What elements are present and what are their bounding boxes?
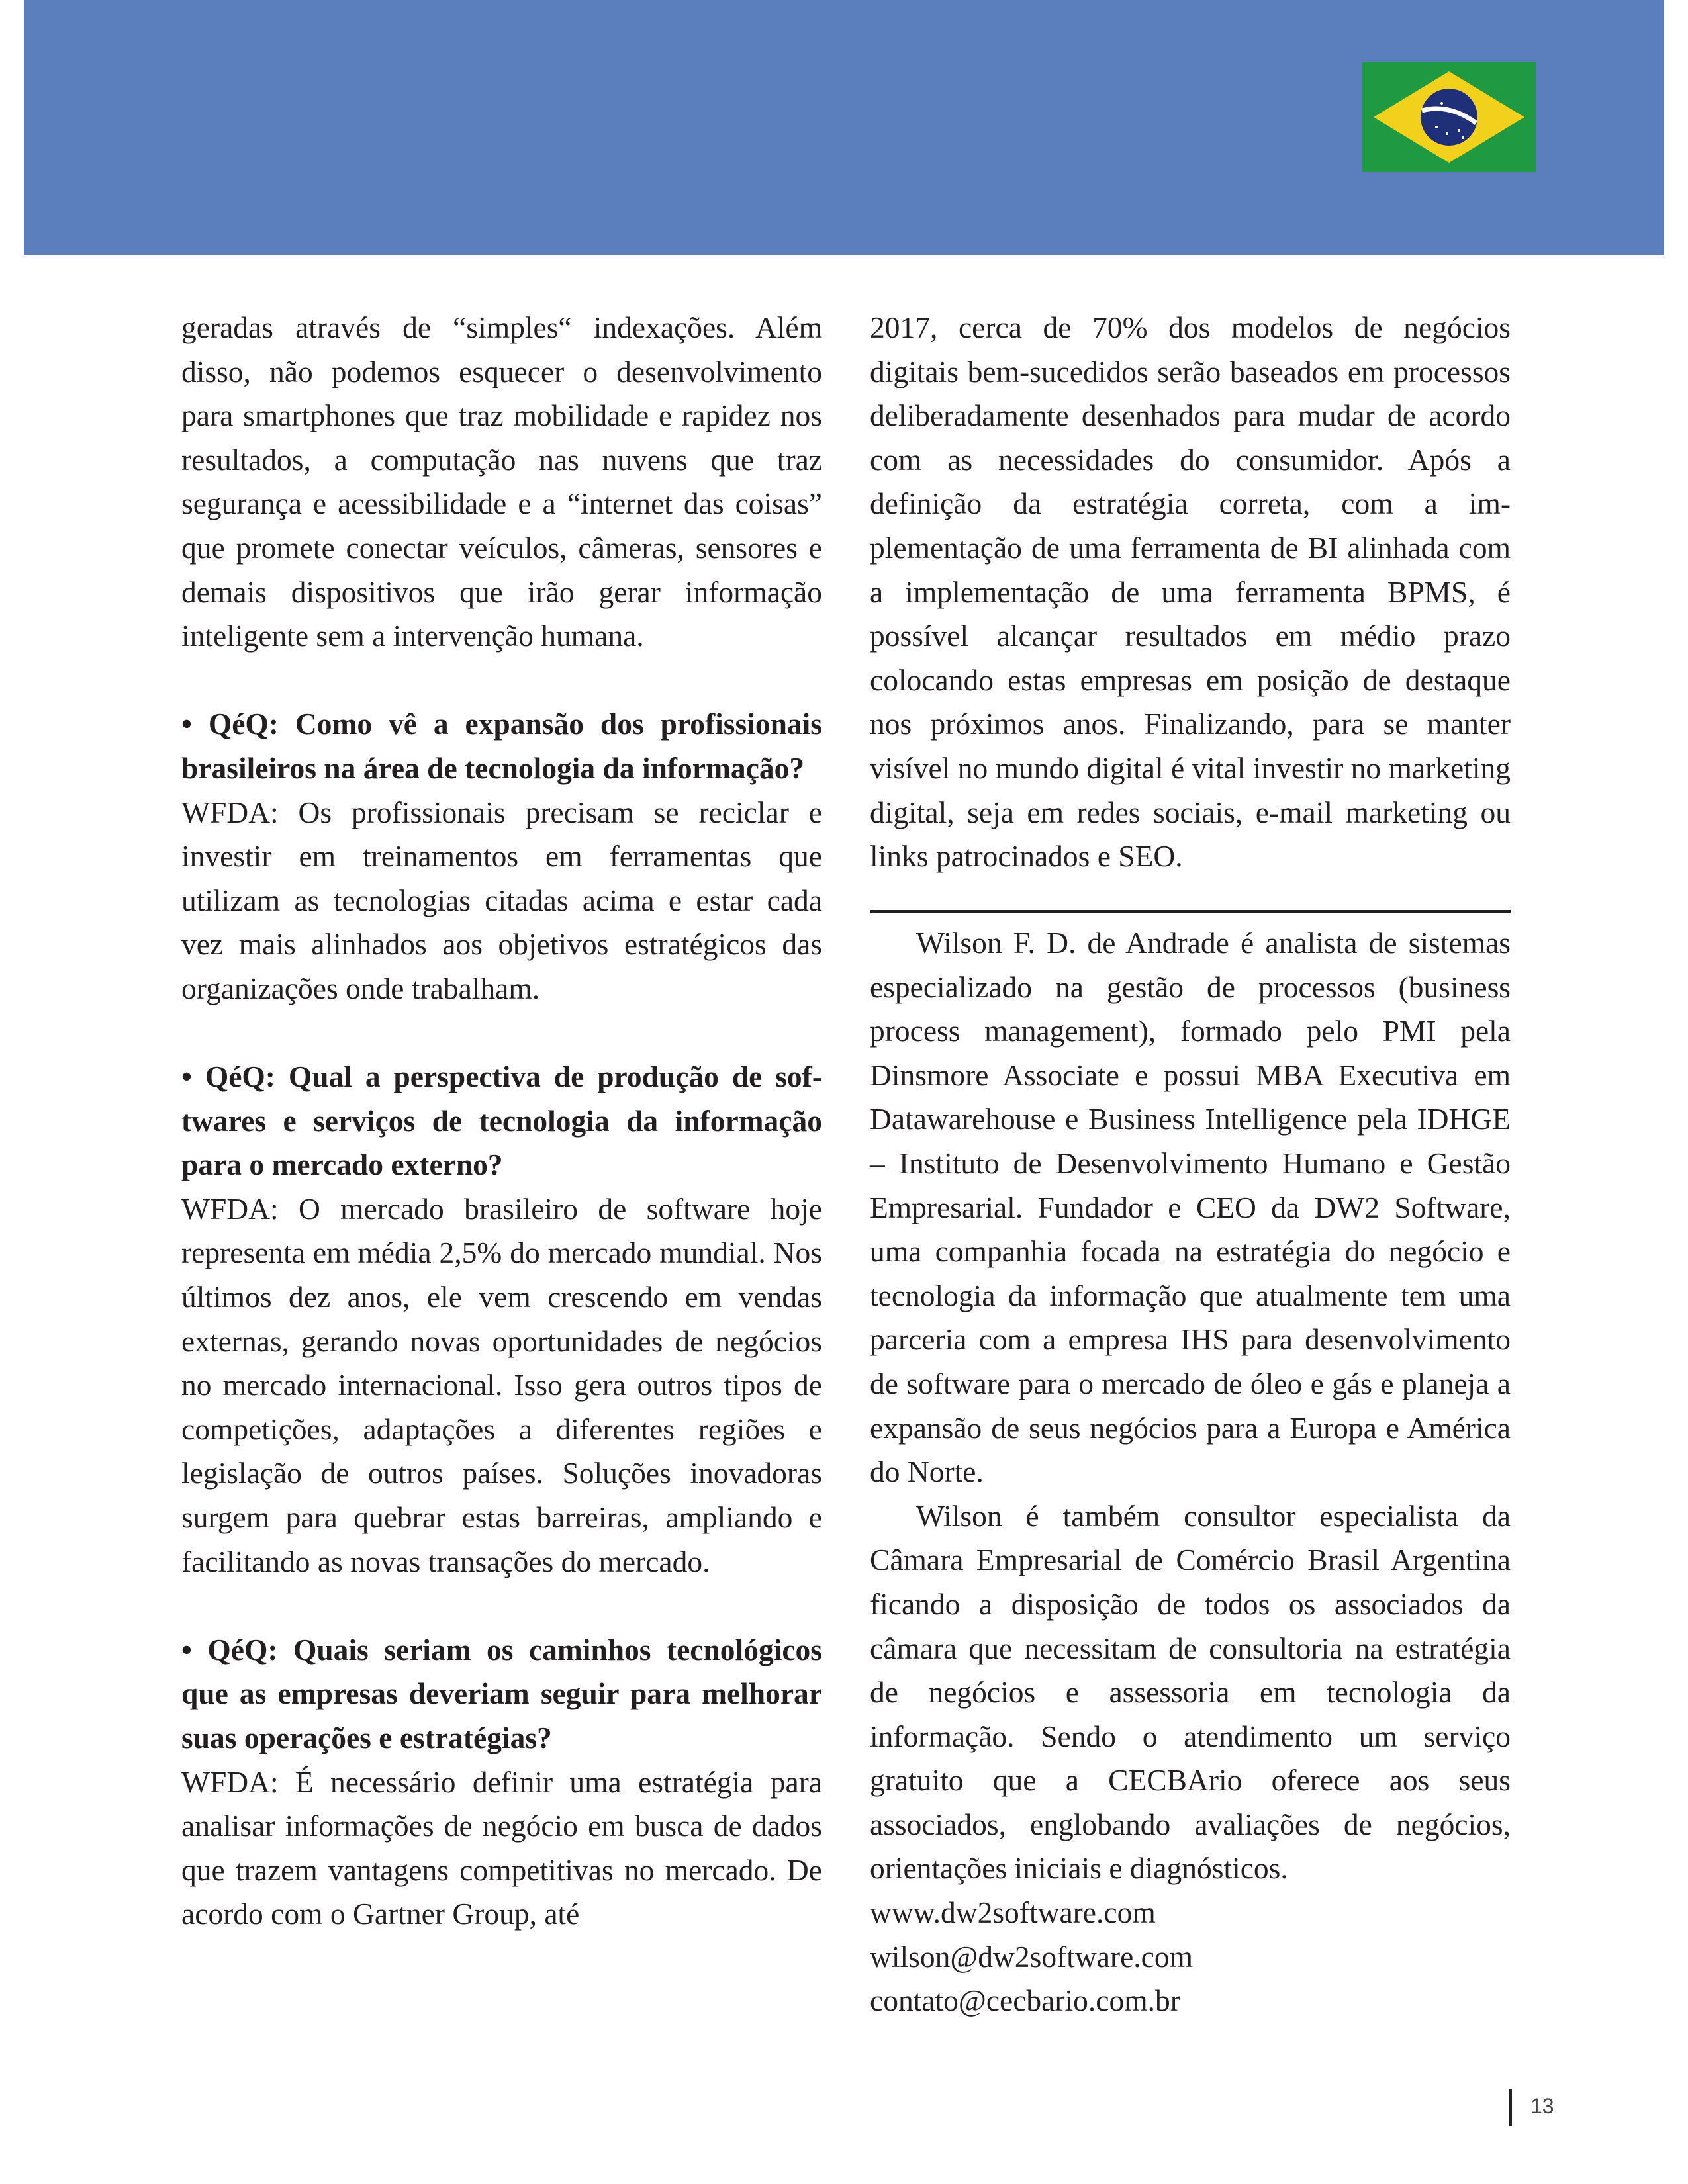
contact-email-link[interactable]: contato@cecbario.com.br xyxy=(870,1983,1180,2018)
email-link[interactable]: wilson@dw2software.com xyxy=(870,1939,1193,1974)
answer-paragraph: WFDA: O mercado brasileiro de software hoje representa em média 2,5% do mercado mundial. Nos últimos dez anos, ele vem crescendo em vendas externas, gerando novas oportunidades de negócios no mercado internacional. Isso gera outros tipos de competições, adaptações a diferentes regiões e legislação de outros países. Soluções inovadoras surgem para quebrar estas barreiras, ampliando e facilitando as novas transações do mercado. xyxy=(181,1191,822,1578)
left-column xyxy=(181,306,822,1936)
question-heading: • QéQ: Quais seriam os caminhos tecnológicos que as empresas deveriam seguir para melhorar suas operações e estratégias? xyxy=(181,1632,822,1754)
spacer xyxy=(181,1011,822,1056)
right-column xyxy=(870,306,1511,879)
spacer xyxy=(181,659,822,703)
question-heading: • QéQ: Como vê a expansão dos profissionais brasileiros na área de tecnologia da informação? xyxy=(181,707,822,785)
answer-paragraph: WFDA: Os profissionais precisam se reciclar e investir em treinamentos em ferramentas que utilizam as tecnologias citadas acima e estar cada vez mais alinhados aos objetivos estratégicos das organizações onde trabalham. xyxy=(181,795,822,1005)
author-bio xyxy=(870,921,1511,2023)
answer-continuation: 2017, cerca de 70% dos modelos de negócios digitais bem-sucedidos serão baseados em processos deliberadamente desenhados para mudar de acordo com as necessidades do consumidor. Após a definição da estratégia correta, com a implementação de uma ferramenta de BI alinhada com a implementação de uma ferramenta BPMS, é possível alcançar resultados em médio prazo colocando estas empresas em posição de destaque nos próximos anos. Finalizando, para se manter visível no mundo digital é vital investir no marketing digital, seja em redes sociais, e-mail marketing ou links patrocinados e SEO. xyxy=(870,310,1511,874)
page-number: 13 xyxy=(1530,2094,1554,2118)
website-link[interactable]: www.dw2software.com xyxy=(870,1895,1156,1930)
bio-paragraph: Wilson F. D. de Andrade é analista de sistemas especializado na gestão de processos (business process management), formado pelo PMI pela Dinsmore Associate e possui MBA Executiva em Datawarehouse e Business Intelligence pela IDHGE – Instituto de Desenvolvimento Humano e Gestão Empresarial. Fundador e CEO da DW2 Software, uma companhia focada na estratégia do negócio e tecnologia da informação que atualmente tem uma parceria com a empresa IHS para desenvolvimento de software para o mercado de óleo e gás e planeja a expansão de seus negócios para a Europa e América do Norte. xyxy=(870,926,1511,1489)
spacer xyxy=(181,1584,822,1628)
footer-divider xyxy=(1509,2089,1512,2126)
answer-paragraph: WFDA: É necessário definir uma estratégia para analisar informações de negócio em busca de dados que trazem vantagens competitivas no mercado. De acordo com o Gartner Group, até xyxy=(181,1764,822,1931)
question-heading: • QéQ: Qual a perspectiva de produção de softwares e serviços de tecnologia da informação para o mercado externo? xyxy=(181,1060,822,1182)
bio-paragraph: Wilson é também consultor especialista da Câmara Empresarial de Comércio Brasil Argentina ficando a disposição de todos os associados da câmara que necessitam de consultoria na estratégia de negócios e assessoria em tecnologia da informação. Sendo o atendimento um serviço gratuito que a CECBArio oferece aos seus associados, englobando avaliações de negócios, orientações iniciais e diagnósticos. xyxy=(870,1498,1511,1886)
header-banner xyxy=(24,0,1664,255)
brazil-flag-icon xyxy=(1362,62,1536,172)
paragraph: geradas através de “simples“ indexações. Além disso, não podemos esquecer o desenvolvimento para smartphones que traz mobilidade e rapidez nos resultados, a computação nas nuvens que traz segurança e acessibilidade e a “internet das coisas” que promete conectar veículos, câmeras, sensores e demais dispositivos que irão gerar informação inteligente sem a intervenção humana. xyxy=(181,310,822,653)
section-divider xyxy=(870,910,1511,913)
